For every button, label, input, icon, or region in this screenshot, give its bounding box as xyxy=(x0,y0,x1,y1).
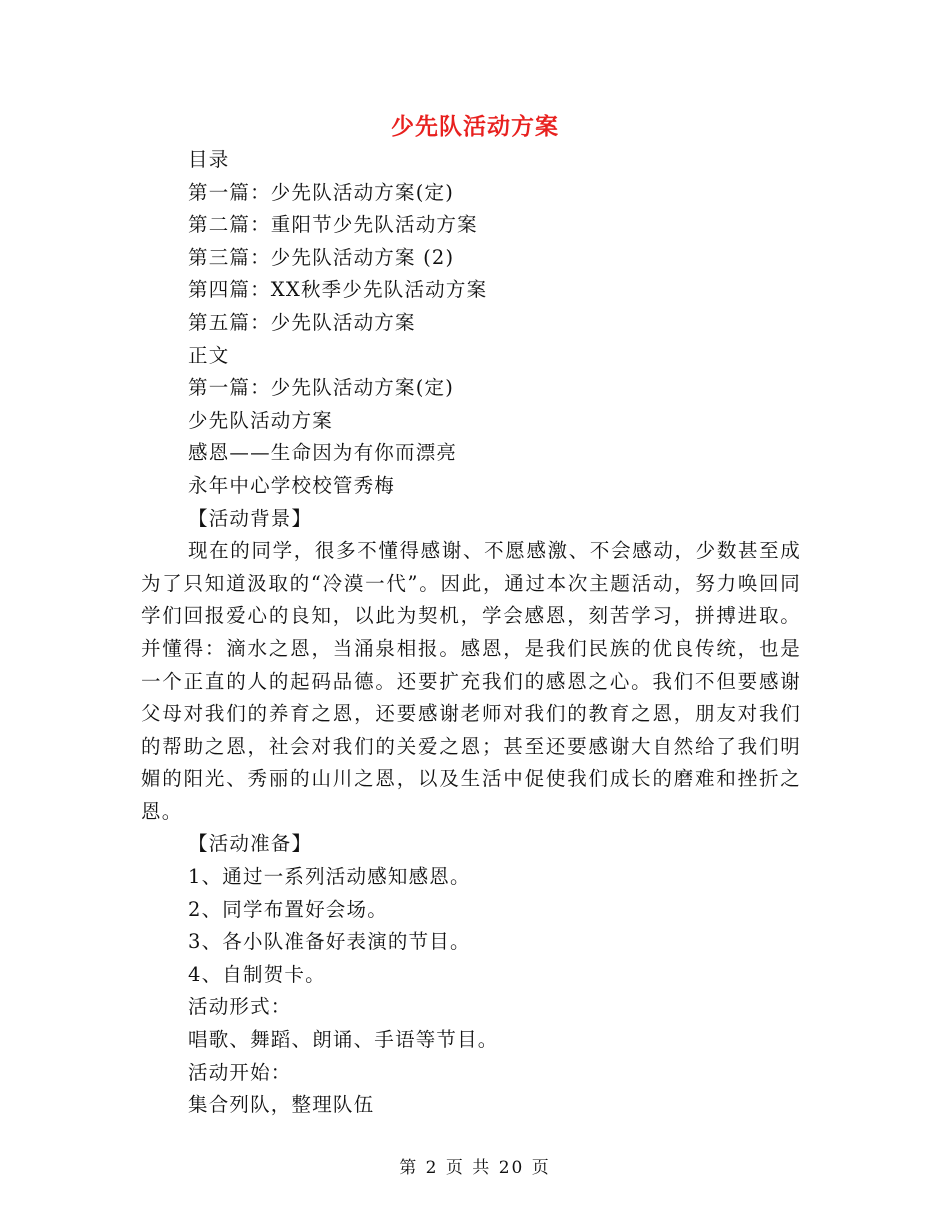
toc-item-5: 第五篇：少先队活动方案 xyxy=(188,310,416,334)
background-heading: 【活动背景】 xyxy=(188,506,313,530)
toc-item-3: 第三篇：少先队活动方案 (2) xyxy=(188,245,455,269)
preparation-item-3: 3、各小队准备好表演的节目。 xyxy=(188,930,471,954)
form-heading: 活动形式： xyxy=(188,995,292,1019)
plan-theme: 感恩——生命因为有你而漂亮 xyxy=(188,441,458,465)
body-heading: 正文 xyxy=(188,343,230,367)
start-text: 集合列队，整理队伍 xyxy=(188,1093,375,1117)
document-title: 少先队活动方案 xyxy=(391,114,559,140)
chapter-title: 第一篇：少先队活动方案(定) xyxy=(188,376,455,400)
preparation-item-4: 4、自制贺卡。 xyxy=(188,962,326,986)
toc-item-1: 第一篇：少先队活动方案(定) xyxy=(188,180,455,204)
toc-item-4: 第四篇：XX秋季少先队活动方案 xyxy=(188,278,488,302)
plan-author: 永年中心学校校管秀梅 xyxy=(188,473,396,497)
start-heading: 活动开始： xyxy=(188,1060,292,1084)
toc-item-2: 第二篇：重阳节少先队活动方案 xyxy=(188,213,478,237)
form-text: 唱歌、舞蹈、朗诵、手语等节目。 xyxy=(188,1028,499,1052)
plan-title: 少先队活动方案 xyxy=(188,408,333,432)
preparation-item-2: 2、同学布置好会场。 xyxy=(188,897,388,921)
document-content xyxy=(141,144,801,1122)
preparation-item-1: 1、通过一系列活动感知感恩。 xyxy=(188,865,471,889)
background-paragraph: 现在的同学，很多不懂得感谢、不愿感激、不会感动，少数甚至成为了只知道汲取的“冷漠一代”。因此，通过本次主题活动，努力唤回同学们回报爱心的良知，以此为契机，学会感恩，刻苦学习，拼搏进取。并懂得：滴水之恩，当涌泉相报。感恩，是我们民族的优良传统，也是一个正直的人的起码品德。还要扩充我们的感恩之心。我们不但要感谢父母对我们的养育之恩，还要感谢老师对我们的教育之恩，朋友对我们的帮助之恩，社会对我们的关爱之恩；甚至还要感谢大自然给了我们明媚的阳光、秀丽的山川之恩，以及生活中促使我们成长的磨难和挫折之恩。 xyxy=(141,539,801,823)
preparation-heading: 【活动准备】 xyxy=(188,832,313,856)
toc-heading: 目录 xyxy=(188,148,230,171)
page-number-footer: 第 2 页 共 20 页 xyxy=(399,1158,551,1178)
